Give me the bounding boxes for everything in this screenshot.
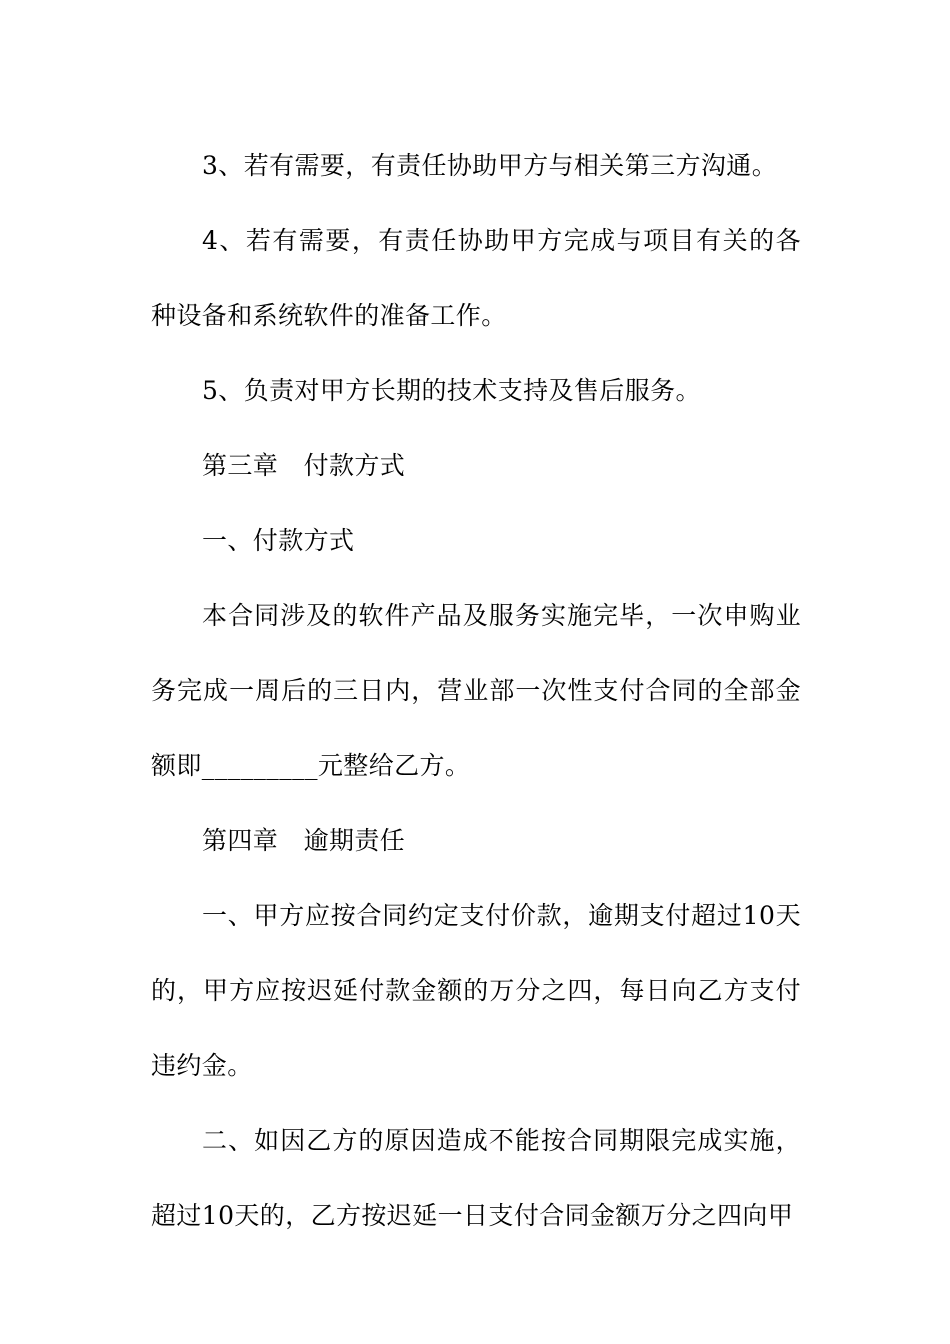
paragraph-obligation-3: 3、若有需要，有责任协助甲方与相关第三方沟通。 <box>202 151 778 180</box>
paragraph-payment-terms: 本合同涉及的软件产品及服务实施完毕，一次申购业务完成一周后的三日内，营业部一次性支付合同的全部金额即_________元整给乙方。 <box>151 601 801 780</box>
paragraph-obligation-5: 5、负责对甲方长期的技术支持及售后服务。 <box>202 376 701 405</box>
paragraph-obligation-4: 4、若有需要，有责任协助甲方完成与项目有关的各种设备和系统软件的准备工作。 <box>151 226 801 330</box>
chapter-heading-overdue-liability: 第四章 逾期责任 <box>202 826 406 855</box>
document-body <box>151 128 801 1253</box>
paragraph-party-b-overdue: 二、如因乙方的原因造成不能按合同期限完成实施，超过10天的，乙方按迟延一日支付合同金额万分之四向甲 <box>151 1126 801 1230</box>
paragraph-party-a-overdue: 一、甲方应按合同约定支付价款，逾期支付超过10天的，甲方应按迟延付款金额的万分之四，每日向乙方支付违约金。 <box>151 901 801 1080</box>
section-heading-payment-method: 一、付款方式 <box>202 526 355 555</box>
chapter-heading-payment: 第三章 付款方式 <box>202 451 406 480</box>
